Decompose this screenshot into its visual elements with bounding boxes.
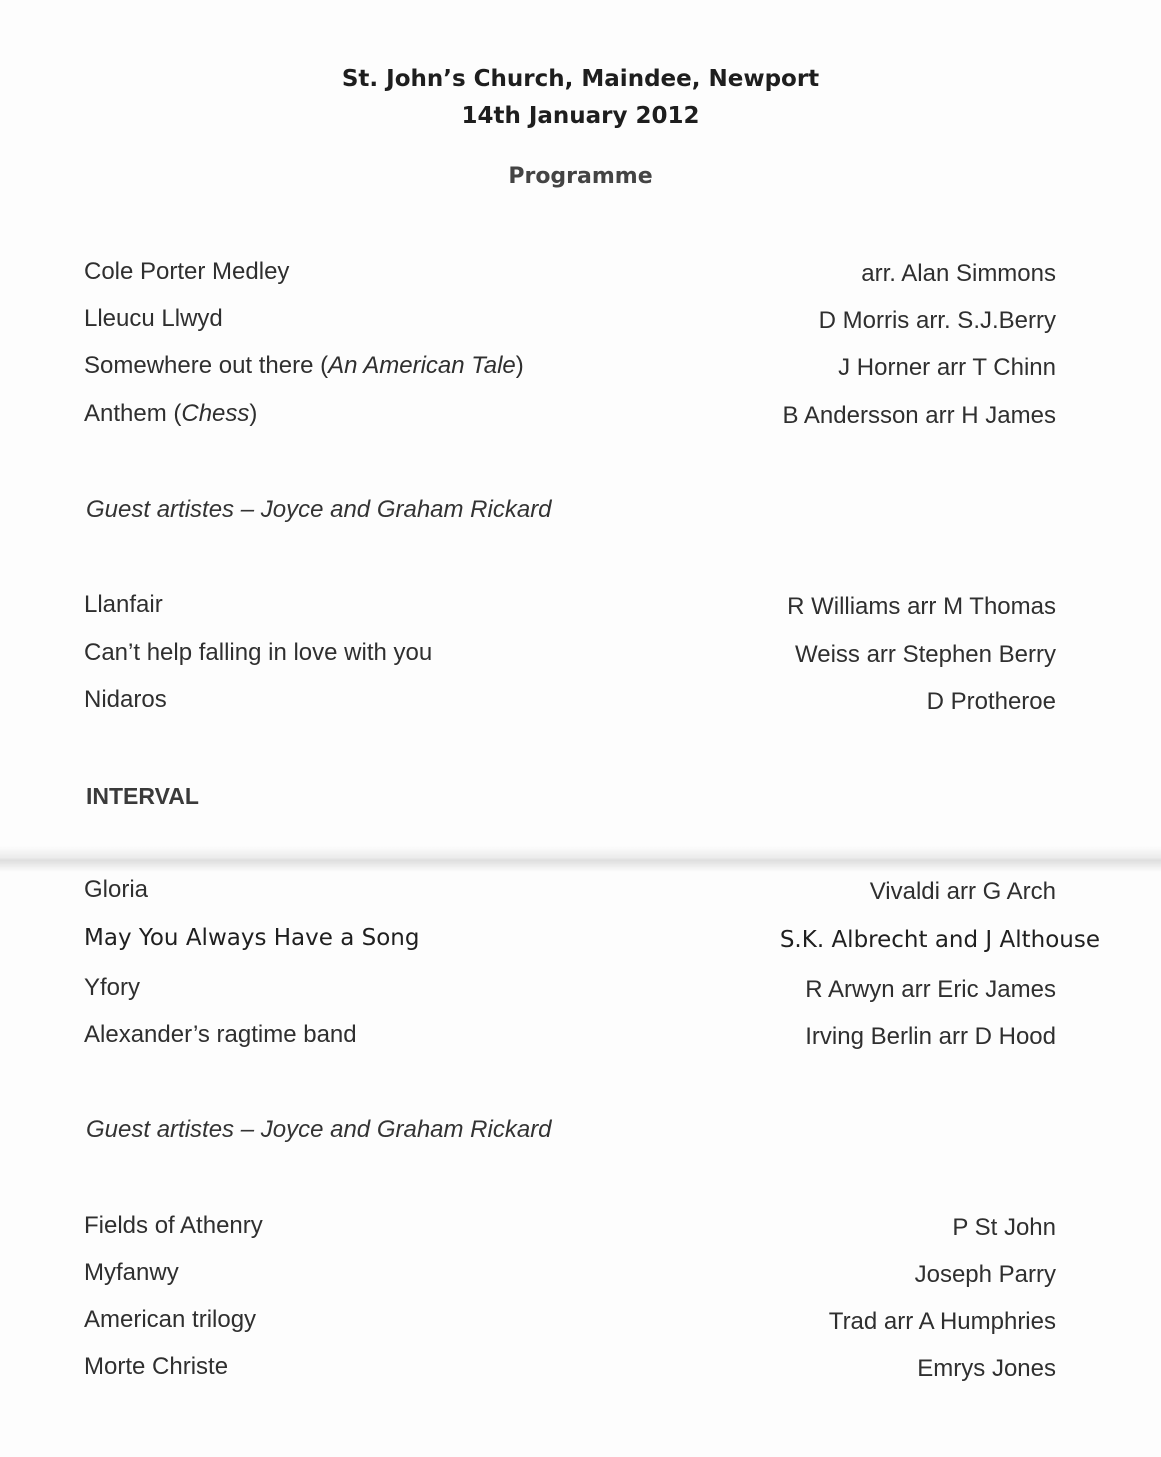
programme-item: [84, 1212, 1056, 1246]
programme-item: [84, 1259, 1056, 1293]
programme-item: [84, 876, 1056, 910]
programme-item: [84, 1021, 1056, 1055]
programme-item: [84, 305, 1056, 339]
piece-composer: Irving Berlin arr D Hood: [805, 1023, 1056, 1050]
piece-title: Myfanwy: [84, 1259, 179, 1286]
programme-item: [84, 925, 1100, 959]
piece-title: Yfory: [84, 974, 141, 1001]
piece-title: Lleucu Llwyd: [84, 305, 223, 332]
programme-heading: Programme: [508, 164, 653, 189]
piece-title: May You Always Have a Song: [84, 925, 420, 951]
programme-item: [84, 1306, 1056, 1340]
venue-title: St. John’s Church, Maindee, Newport: [341, 66, 820, 92]
guest-artistes-note: Guest artistes – Joyce and Graham Rickard: [86, 496, 552, 523]
programme-item: [84, 591, 1056, 625]
piece-composer: Vivaldi arr G Arch: [869, 878, 1056, 905]
piece-title: Alexander’s ragtime band: [84, 1021, 357, 1048]
paper-fold-shadow: [0, 846, 1161, 872]
piece-composer: D Protheroe: [926, 688, 1056, 715]
piece-source: Chess: [181, 400, 250, 427]
piece-composer: R Arwyn arr Eric James: [805, 976, 1056, 1003]
piece-composer: Trad arr A Humphries: [828, 1308, 1056, 1335]
piece-title: Morte Christe: [84, 1353, 229, 1380]
piece-source: An American Tale: [328, 352, 516, 379]
piece-title: Llanfair: [84, 591, 163, 618]
piece-composer: J Horner arr T Chinn: [838, 354, 1056, 381]
piece-title: Nidaros: [84, 686, 167, 713]
concert-date: 14th January 2012: [461, 103, 700, 129]
piece-composer: S.K. Albrecht and J Althouse: [779, 927, 1100, 953]
piece-title: American trilogy: [84, 1306, 257, 1333]
piece-composer: B Andersson arr H James: [782, 402, 1056, 429]
piece-title: Gloria: [84, 876, 149, 903]
piece-composer: Weiss arr Stephen Berry: [795, 641, 1056, 668]
programme-item: [84, 400, 1056, 434]
programme-item: [84, 352, 1056, 386]
piece-title: Cole Porter Medley: [84, 258, 290, 285]
piece-composer: P St John: [952, 1214, 1056, 1241]
programme-item: [84, 974, 1056, 1008]
programme-item: [84, 258, 1056, 292]
piece-composer: Emrys Jones: [917, 1355, 1056, 1382]
piece-title: Can’t help falling in love with you: [84, 639, 433, 666]
piece-composer: arr. Alan Simmons: [861, 260, 1056, 287]
piece-composer: R Williams arr M Thomas: [787, 593, 1056, 620]
guest-artistes-note: Guest artistes – Joyce and Graham Rickard: [86, 1116, 552, 1143]
programme-item: [84, 1353, 1056, 1387]
piece-title: Somewhere out there (An American Tale): [84, 352, 524, 379]
piece-title: Anthem (Chess): [84, 400, 258, 427]
programme-item: [84, 639, 1056, 673]
piece-title: Fields of Athenry: [84, 1212, 263, 1239]
piece-composer: Joseph Parry: [914, 1261, 1056, 1288]
piece-composer: D Morris arr. S.J.Berry: [818, 307, 1056, 334]
interval-heading: INTERVAL: [86, 783, 199, 809]
programme-item: [84, 686, 1056, 720]
